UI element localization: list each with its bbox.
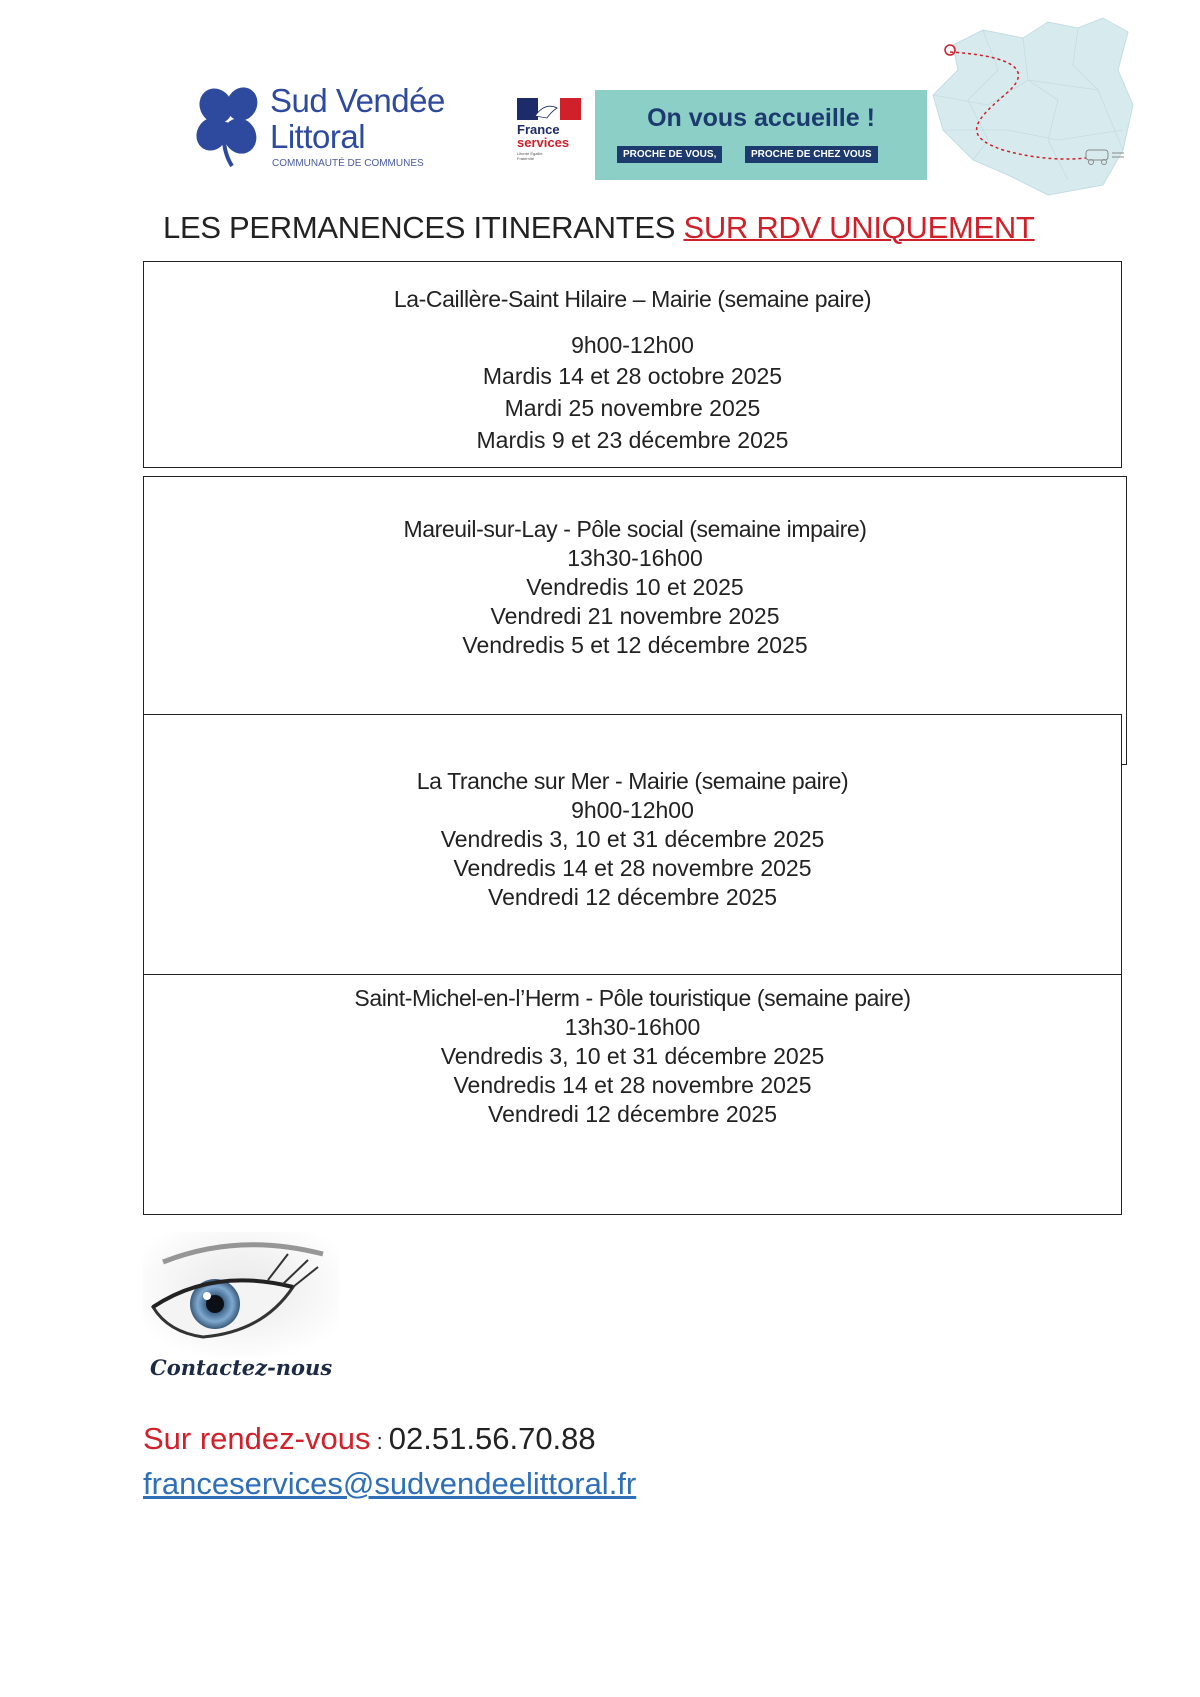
- permanence-date: Vendredi 21 novembre 2025: [490, 603, 780, 629]
- page-title: [163, 210, 1035, 246]
- phone-number[interactable]: 02.51.56.70.88: [388, 1421, 596, 1456]
- permanence-date: Mardis 9 et 23 décembre 2025: [476, 427, 789, 453]
- permanence-hours: 9h00-12h00: [571, 797, 694, 823]
- region-map-icon: [928, 10, 1138, 200]
- permanence-hours: 9h00-12h00: [571, 332, 694, 358]
- permanence-place: La Tranche sur Mer - Mairie (semaine paire): [416, 768, 849, 794]
- permanence-date: Vendredis 10 et 2025: [526, 574, 744, 600]
- rdv-separator: :: [370, 1429, 389, 1454]
- fs-line2: services: [517, 135, 570, 150]
- brand-line3: COMMUNAUTÉ DE COMMUNES: [272, 158, 424, 169]
- permanence-date: Vendredis 5 et 12 décembre 2025: [462, 632, 808, 658]
- fs-line1: France: [517, 122, 560, 137]
- france-services-logo: [515, 96, 587, 166]
- page-title-main: LES PERMANENCES ITINERANTES: [163, 210, 676, 245]
- contact-label: Contactez-nous: [150, 1355, 333, 1380]
- permanence-box-1: [143, 261, 1122, 468]
- permanence-date: Mardi 25 novembre 2025: [504, 395, 761, 421]
- permanence-date: Vendredis 14 et 28 novembre 2025: [453, 1072, 812, 1098]
- brand-line2: Littoral: [270, 118, 366, 155]
- accueil-banner: [595, 90, 927, 180]
- marianne-flag-icon: [517, 98, 581, 120]
- permanence-place: Saint-Michel-en-l’Herm - Pôle touristique (semaine paire): [354, 985, 911, 1011]
- permanence-date: Vendredi 12 décembre 2025: [488, 1101, 777, 1127]
- banner-pill-1: PROCHE DE VOUS,: [617, 146, 722, 163]
- permanence-date: Vendredis 3, 10 et 31 décembre 2025: [440, 826, 825, 852]
- permanence-date: Vendredi 12 décembre 2025: [488, 884, 777, 910]
- permanence-date: Vendredis 3, 10 et 31 décembre 2025: [440, 1043, 825, 1069]
- permanence-date: Mardis 14 et 28 octobre 2025: [482, 363, 783, 389]
- fs-motto: Liberté Égalité Fraternité: [517, 151, 543, 161]
- permanence-box-4: [143, 974, 1122, 1215]
- rdv-line: [143, 1421, 596, 1457]
- permanence-hours: 13h30-16h00: [567, 545, 703, 571]
- permanence-hours: 13h30-16h00: [564, 1014, 701, 1040]
- permanence-date: Vendredis 14 et 28 novembre 2025: [453, 855, 812, 881]
- email-link[interactable]: franceservices@sudvendeelittoral.fr: [143, 1466, 637, 1501]
- rdv-label: Sur rendez-vous: [143, 1421, 371, 1456]
- page-title-highlight: SUR RDV UNIQUEMENT: [683, 210, 1035, 245]
- banner-pill-2: PROCHE DE CHEZ VOUS: [743, 146, 878, 163]
- permanence-box-3: [143, 714, 1122, 976]
- permanence-place: Mareuil-sur-Lay - Pôle social (semaine impaire): [403, 516, 867, 542]
- clover-icon: [190, 82, 270, 168]
- sud-vendee-littoral-logo: [178, 72, 460, 182]
- permanence-place: La-Caillère-Saint Hilaire – Mairie (semaine paire): [393, 286, 872, 312]
- banner-title: On vous accueille !: [647, 104, 875, 132]
- brand-line1: Sud Vendée: [270, 82, 445, 119]
